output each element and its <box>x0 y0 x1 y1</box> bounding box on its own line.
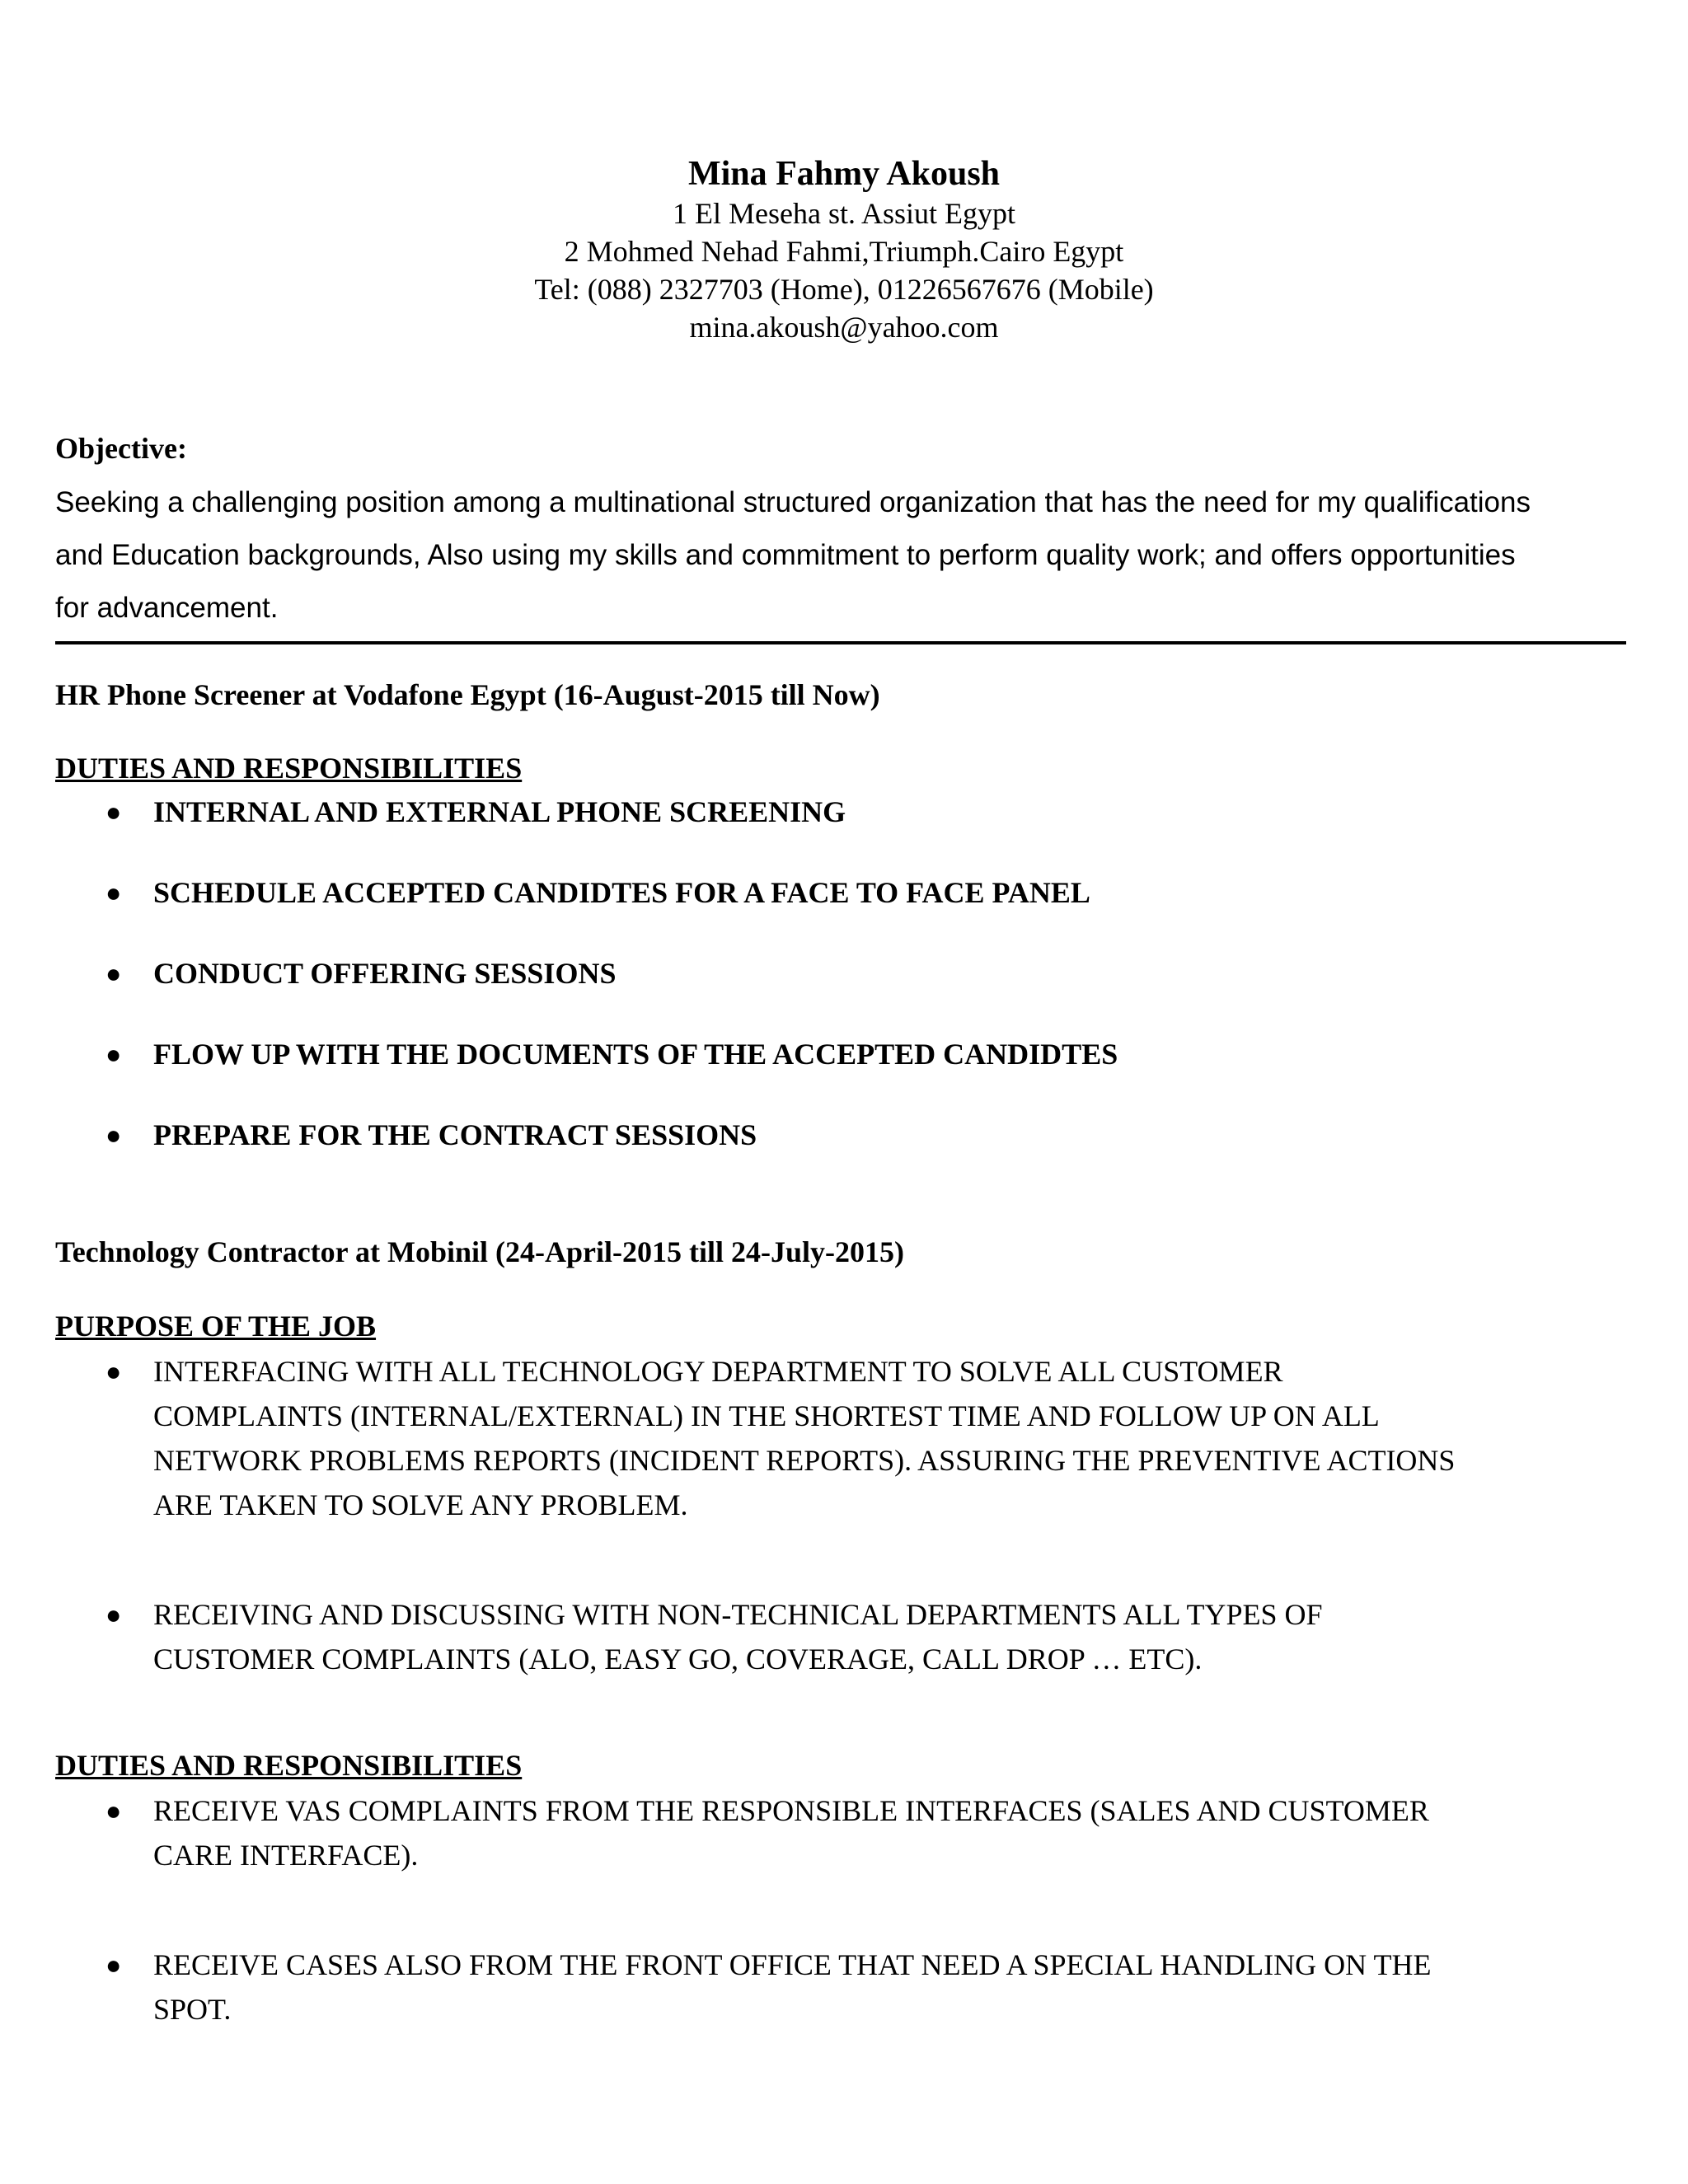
bullet-icon: ● <box>106 958 122 988</box>
objective-heading: Objective: <box>55 432 187 465</box>
bullet-icon: ● <box>106 1950 122 1980</box>
contact-header <box>0 153 1688 346</box>
objective-line: and Education backgrounds, Also using my skills and commitment to perform quality work; and offers opportunities <box>55 539 1516 571</box>
list-item: ● CONDUCT OFFERING SESSIONS <box>99 951 1624 996</box>
address-line-2: 2 Mohmed Nehad Fahmi,Triumph.Cairo Egypt <box>564 235 1124 268</box>
bullet-icon: ● <box>106 797 122 827</box>
list-item: ● RECEIVE VAS COMPLAINTS FROM THE RESPONSIBLE INTERFACES (SALES AND CUSTOMER CARE INTERFACE). <box>99 1788 1624 1877</box>
list-item: ● INTERNAL AND EXTERNAL PHONE SCREENING <box>99 790 1624 834</box>
bullet-icon: ● <box>106 1357 122 1386</box>
phone-line: Tel: (088) 2327703 (Home), 01226567676 (Mobile) <box>534 273 1154 306</box>
list-item: ● PREPARE FOR THE CONTRACT SESSIONS <box>99 1113 1624 1157</box>
purpose-heading: PURPOSE OF THE JOB <box>55 1310 377 1343</box>
list-item: ● RECEIVING AND DISCUSSING WITH NON-TECHNICAL DEPARTMENTS ALL TYPES OF CUSTOMER COMPLAINTS (ALO, EASY GO, COVERAGE, CALL DROP … ETC). <box>99 1592 1624 1681</box>
bullet-icon: ● <box>106 1600 122 1629</box>
email-line: mina.akoush@yahoo.com <box>689 311 999 344</box>
list-item: ● INTERFACING WITH ALL TECHNOLOGY DEPARTMENT TO SOLVE ALL CUSTOMER COMPLAINTS (INTERNAL/EXTERNAL) IN THE SHORTEST TIME AND FOLLOW UP ON ALL NETWORK PROBLEMS REPORTS (INCIDENT REPORTS). ASSURING THE PREVENTIVE ACTIONS ARE TAKEN TO SOLVE ANY PROBLEM. <box>99 1349 1624 1527</box>
bullet-icon: ● <box>106 1120 122 1150</box>
duties-heading-mobinil: DUTIES AND RESPONSIBILITIES <box>55 1749 523 1782</box>
job-title-vodafone: HR Phone Screener at Vodafone Egypt (16-August-2015 till Now) <box>55 678 880 711</box>
duties-heading-vodafone: DUTIES AND RESPONSIBILITIES <box>55 752 523 785</box>
bullet-icon: ● <box>106 878 122 907</box>
section-divider <box>55 641 1626 644</box>
objective-line: for advancement. <box>55 592 279 624</box>
list-item: ● RECEIVE CASES ALSO FROM THE FRONT OFFICE THAT NEED A SPECIAL HANDLING ON THE SPOT. <box>99 1943 1624 2032</box>
bullet-icon: ● <box>106 1796 122 1825</box>
objective-text <box>55 476 1621 635</box>
bullet-icon: ● <box>106 1039 122 1069</box>
list-item: ● FLOW UP WITH THE DOCUMENTS OF THE ACCEPTED CANDIDTES <box>99 1032 1624 1076</box>
candidate-name: Mina Fahmy Akoush <box>687 155 1001 193</box>
objective-line: Seeking a challenging position among a multinational structured organization that has the need for my qualifications <box>55 486 1531 518</box>
job-title-mobinil: Technology Contractor at Mobinil (24-April-2015 till 24-July-2015) <box>55 1235 904 1268</box>
list-item: ● SCHEDULE ACCEPTED CANDIDTES FOR A FACE TO FACE PANEL <box>99 870 1624 915</box>
address-line-1: 1 El Meseha st. Assiut Egypt <box>673 197 1015 230</box>
